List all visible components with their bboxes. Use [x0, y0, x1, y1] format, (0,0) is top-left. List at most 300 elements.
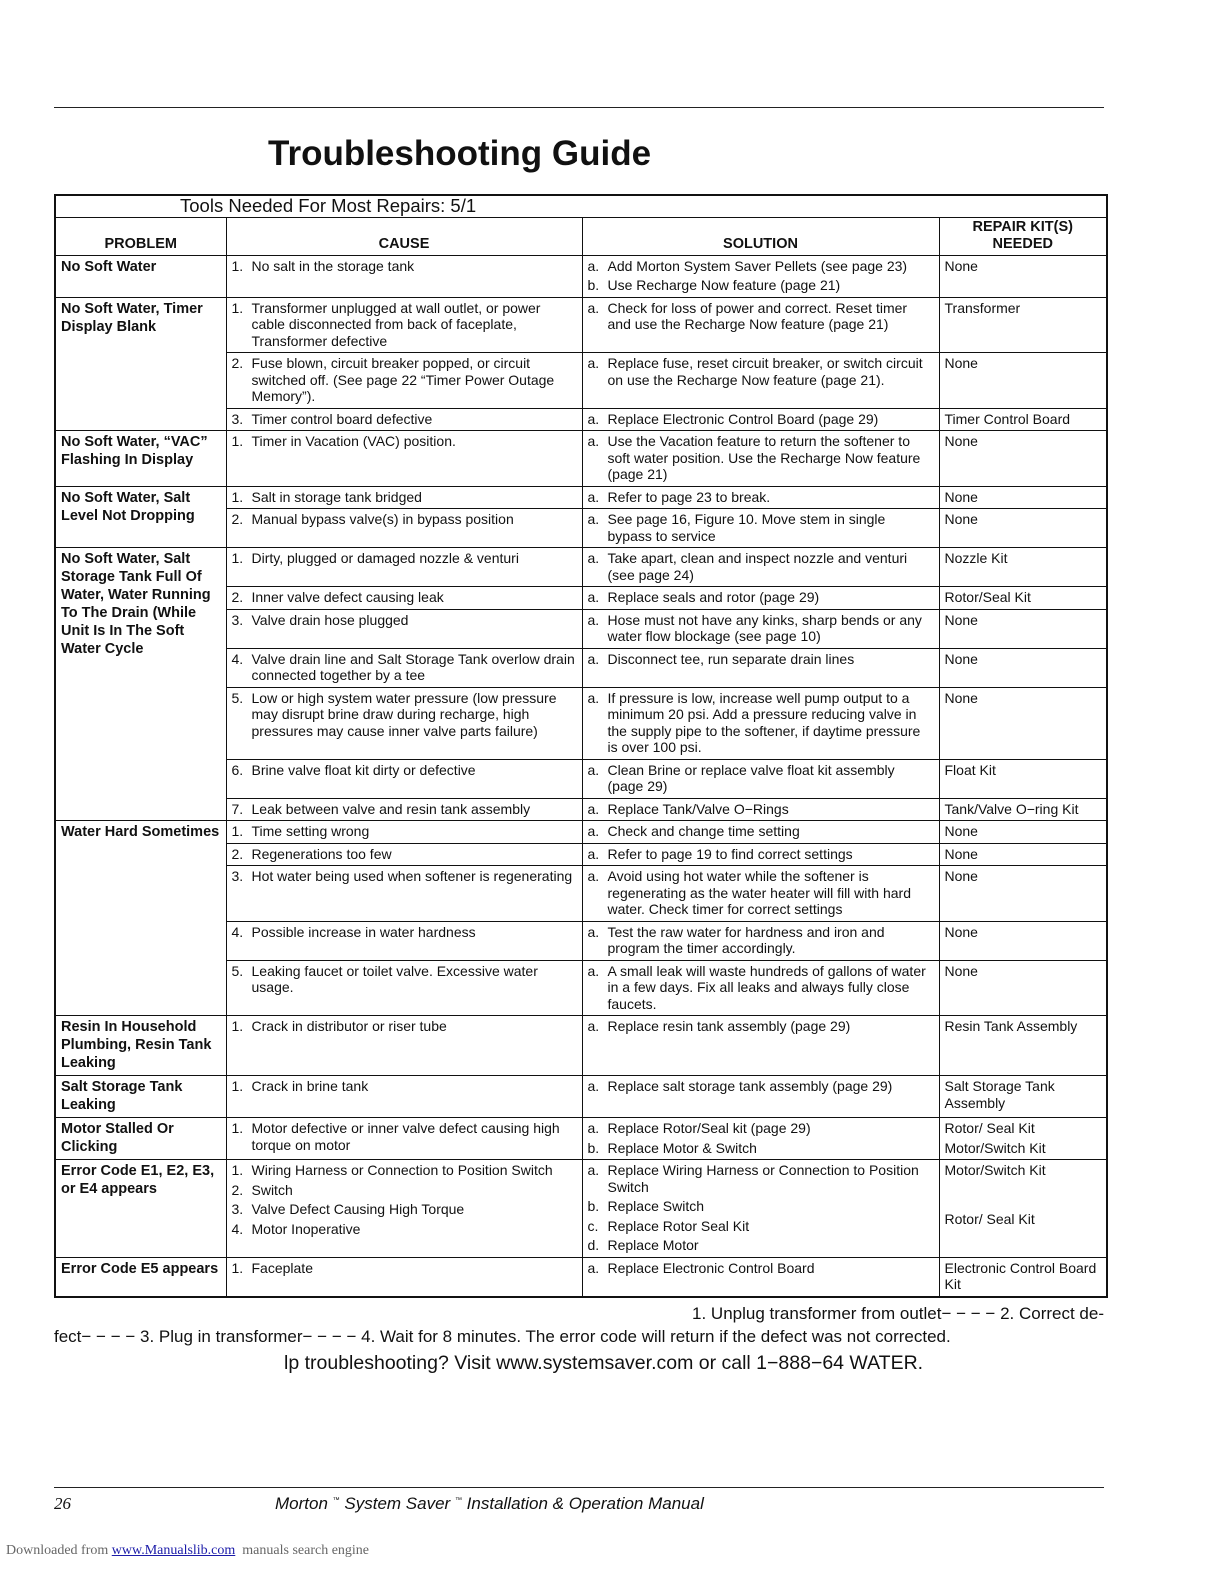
cause-item — [232, 1182, 577, 1199]
solution-item — [588, 823, 934, 840]
solution-item-text: Add Morton System Saver Pellets (see page 23) — [607, 257, 908, 274]
error-code-note — [54, 1302, 1104, 1348]
solution-item — [588, 762, 934, 795]
solution-cell — [582, 486, 939, 509]
solution-cell — [582, 648, 939, 687]
repair-kit-item: None — [944, 257, 978, 274]
table-row — [55, 486, 1107, 509]
header-cause: CAUSE — [226, 217, 582, 255]
cause-item-text: Hot water being used when softener is regenerating — [251, 868, 573, 884]
cause-cell — [226, 1160, 582, 1258]
repair-kit-cell — [939, 297, 1107, 353]
solution-item-text: Use the Vacation feature to return the softener to soft water position. Use the Recharge Now feature (page 21) — [607, 433, 921, 482]
solution-item-marker: a. — [587, 611, 600, 628]
header-problem: PROBLEM — [55, 217, 226, 255]
repair-kit-item: Transformer — [944, 299, 1021, 316]
cause-item — [232, 846, 577, 863]
repair-kit-cell — [939, 798, 1107, 821]
repair-kit-cell — [939, 866, 1107, 922]
solution-item-text: Avoid using hot water while the softener is regenerating as the water heater will fill with hard water. Check timer for correct settings — [607, 868, 911, 917]
cause-item-marker: 1. — [231, 1120, 244, 1136]
cause-item-marker: 3. — [231, 1201, 244, 1217]
solution-item — [588, 963, 934, 1013]
solution-item — [588, 1120, 934, 1137]
repair-kit-item: None — [944, 923, 978, 940]
table-row — [55, 1076, 1107, 1118]
cause-item-text: Fuse blown, circuit breaker popped, or circuit switched off. (See page 22 “Timer Power Outage Memory”). — [251, 355, 555, 404]
solution-item-marker: a. — [587, 488, 600, 505]
solution-cell — [582, 1257, 939, 1297]
solution-item-text: Replace Motor & Switch — [607, 1139, 757, 1156]
solution-item-text: Replace Electronic Control Board — [607, 1259, 815, 1276]
repair-kit-item: None — [944, 511, 978, 527]
table-row — [55, 1118, 1107, 1160]
repair-kit-cell — [939, 921, 1107, 960]
solution-item-text: Take apart, clean and inspect nozzle and venturi (see page 24) — [607, 550, 908, 583]
cause-item — [232, 1201, 577, 1218]
cause-cell — [226, 798, 582, 821]
cause-item — [232, 690, 577, 740]
cause-cell — [226, 548, 582, 587]
cause-cell — [226, 609, 582, 648]
trademark-mark: ™ — [332, 1497, 340, 1504]
solution-item — [588, 612, 934, 645]
cause-cell — [226, 1118, 582, 1160]
cause-cell — [226, 821, 582, 844]
cause-item-marker: 1. — [231, 433, 244, 449]
cause-item-marker: 2. — [231, 845, 244, 862]
repair-kit-item: Motor/Switch Kit — [944, 1139, 1046, 1156]
table-row — [55, 1160, 1107, 1258]
cause-item-marker: 1. — [231, 1078, 244, 1094]
solution-item-text: Replace Tank/Valve O−Rings — [607, 800, 789, 817]
solution-item-marker: a. — [587, 761, 600, 778]
cause-item — [232, 963, 577, 996]
brand-name: Morton — [275, 1494, 328, 1513]
cause-cell — [226, 431, 582, 487]
solution-item — [588, 924, 934, 957]
repair-kit-cell — [939, 1118, 1107, 1160]
cause-item-text: Salt in storage tank bridged — [251, 488, 422, 505]
cause-item-text: Valve drain hose plugged — [251, 611, 409, 628]
solution-item — [588, 1140, 934, 1157]
solution-item-text: Refer to page 23 to break. — [607, 488, 771, 505]
solution-item-marker: a. — [587, 800, 600, 817]
solution-item — [588, 1162, 934, 1195]
repair-kit-item: Rotor/ Seal Kit — [944, 1120, 1035, 1136]
solution-item-text: Replace fuse, reset circuit breaker, or switch circuit on use the Recharge Now feature (page 21). — [607, 355, 923, 388]
cause-cell — [226, 1257, 582, 1297]
cause-cell — [226, 1076, 582, 1118]
cause-item — [232, 1078, 577, 1095]
cause-item-marker: 1. — [231, 488, 244, 505]
solution-cell — [582, 548, 939, 587]
solution-item-marker: a. — [587, 868, 600, 884]
solution-item-text: Disconnect tee, run separate drain lines — [607, 650, 855, 667]
solution-item — [588, 550, 934, 583]
trademark-mark: ™ — [454, 1497, 462, 1504]
solution-item — [588, 411, 934, 428]
solution-cell — [582, 297, 939, 353]
cause-cell — [226, 759, 582, 798]
solution-item — [588, 846, 934, 863]
top-rule — [54, 107, 1104, 108]
repair-kit-item: Tank/Valve O−ring Kit — [944, 800, 1079, 817]
solution-item-marker: a. — [587, 410, 600, 427]
solution-item-marker: b. — [587, 1198, 600, 1214]
solution-cell — [582, 1160, 939, 1258]
repair-kit-item: None — [944, 868, 978, 884]
problem-cell: Salt Storage Tank Leaking — [55, 1076, 226, 1118]
problem-cell: Error Code E5 appears — [55, 1257, 226, 1297]
solution-item-text: Replace Rotor/Seal kit (page 29) — [607, 1120, 811, 1136]
download-suffix: manuals search engine — [242, 1543, 370, 1558]
solution-cell — [582, 687, 939, 759]
solution-cell — [582, 1016, 939, 1076]
solution-item — [588, 1237, 934, 1254]
problem-cell: Resin In Household Plumbing, Resin Tank Leaking — [55, 1016, 226, 1076]
header-solution: SOLUTION — [582, 217, 939, 255]
cause-item-text: Low or high system water pressure (low pressure may disrupt brine draw during recharge, high pressures may cause inner valve parts failure) — [251, 689, 557, 739]
repair-kit-item: Resin Tank Assembly — [944, 1018, 1078, 1034]
solution-item — [588, 1218, 934, 1235]
cause-cell — [226, 297, 582, 353]
repair-kit-item: None — [944, 650, 978, 667]
problem-cell: Error Code E1, E2, E3, or E4 appears — [55, 1160, 226, 1258]
solution-cell — [582, 798, 939, 821]
cause-item-text: Time setting wrong — [251, 823, 370, 839]
cause-item — [232, 823, 577, 840]
repair-kit-cell — [939, 548, 1107, 587]
solution-cell — [582, 821, 939, 844]
solution-item — [588, 511, 934, 544]
repair-kit-item: Nozzle Kit — [944, 550, 1008, 566]
solution-item-text: Replace resin tank assembly (page 29) — [607, 1018, 851, 1034]
page-title: Troubleshooting Guide — [268, 134, 652, 173]
repair-kit-item: Motor/Switch Kit — [944, 1162, 1046, 1178]
cause-cell — [226, 1016, 582, 1076]
repair-kit-cell — [939, 609, 1107, 648]
cause-item-text: No salt in the storage tank — [251, 257, 415, 274]
cause-item-text: Timer control board defective — [251, 410, 433, 427]
solution-item-text: See page 16, Figure 10. Move stem in single bypass to service — [607, 511, 886, 544]
solution-item — [588, 1198, 934, 1215]
page-number: 26 — [54, 1494, 71, 1513]
cause-cell — [226, 587, 582, 610]
cause-item — [232, 1120, 577, 1153]
cause-item — [232, 612, 577, 629]
cause-item-text: Crack in distributor or riser tube — [251, 1018, 447, 1034]
cause-item-marker: 5. — [231, 689, 244, 706]
cause-item — [232, 355, 577, 405]
cause-item-text: Faceplate — [251, 1259, 313, 1276]
solution-item-text: If pressure is low, increase well pump output to a minimum 20 psi. Add a pressure reducing valve in the supply pipe to the softener, if daytime pressure is over 100 psi. — [607, 689, 921, 755]
solution-item-marker: a. — [587, 1162, 600, 1178]
solution-item — [588, 355, 934, 388]
cause-item — [232, 1221, 577, 1238]
solution-item-text: Replace salt storage tank assembly (page 29) — [607, 1078, 893, 1094]
solution-item — [588, 277, 934, 294]
repair-kit-item: None — [944, 689, 978, 706]
solution-item-text: Replace Wiring Harness or Connection to Position Switch — [607, 1162, 919, 1195]
repair-kit-cell — [939, 431, 1107, 487]
problem-cell: No Soft Water, Salt Level Not Dropping — [55, 486, 226, 548]
repair-kit-item: None — [944, 488, 978, 505]
solution-item-marker: a. — [587, 1120, 600, 1136]
solution-item-marker: a. — [587, 650, 600, 667]
solution-cell — [582, 609, 939, 648]
solution-item — [588, 1260, 934, 1277]
solution-item-text: Replace seals and rotor (page 29) — [607, 589, 820, 605]
repair-kit-item: Timer Control Board — [944, 410, 1071, 427]
solution-item-text: Check and change time setting — [607, 823, 800, 839]
solution-cell — [582, 587, 939, 610]
cause-cell — [226, 509, 582, 548]
problem-cell: No Soft Water, Salt Storage Tank Full Of Water, Water Running To The Drain (While Unit Is In The Soft Water Cycle — [55, 548, 226, 821]
repair-kit-cell — [939, 509, 1107, 548]
solution-cell — [582, 509, 939, 548]
header-repair-kit-line1: REPAIR KIT(S) — [972, 218, 1073, 235]
cause-item-text: Brine valve float kit dirty or defective — [251, 761, 476, 778]
table-row — [55, 548, 1107, 587]
cause-cell — [226, 921, 582, 960]
solution-item-text: Replace Switch — [607, 1198, 704, 1214]
repair-kit-cell — [939, 759, 1107, 798]
solution-item — [588, 651, 934, 668]
cause-item-text: Leak between valve and resin tank assembly — [251, 800, 531, 817]
table-row — [55, 255, 1107, 297]
cause-item-text: Possible increase in water hardness — [251, 923, 476, 940]
solution-cell — [582, 1118, 939, 1160]
table-row — [55, 1016, 1107, 1076]
cause-item-marker: 1. — [231, 823, 244, 839]
solution-item-text: Replace Electronic Control Board (page 29) — [607, 410, 879, 427]
cause-item-text: Motor Inoperative — [251, 1220, 361, 1237]
header-repair-kit-line2: NEEDED — [992, 235, 1053, 252]
cause-item-marker: 1. — [231, 257, 244, 274]
cause-item — [232, 511, 577, 528]
solution-item-text: Use Recharge Now feature (page 21) — [607, 277, 841, 293]
solution-cell — [582, 759, 939, 798]
solution-item — [588, 801, 934, 818]
repair-kit-item: None — [944, 962, 978, 979]
solution-item-marker: a. — [587, 511, 600, 527]
product-name: System Saver — [344, 1494, 451, 1513]
cause-item-marker: 6. — [231, 761, 244, 778]
cause-item — [232, 1162, 577, 1179]
note-line-1: 1. Unplug transformer from outlet− − − − 2. Correct de- — [692, 1304, 1104, 1323]
cause-item — [232, 300, 577, 350]
solution-item-text: Replace Motor — [607, 1237, 699, 1253]
footer-rule — [54, 1487, 1104, 1488]
table-row — [55, 297, 1107, 353]
repair-kit-item: Rotor/Seal Kit — [944, 589, 1031, 605]
cause-item-marker: 2. — [231, 511, 244, 527]
repair-kit-cell — [939, 1076, 1107, 1118]
cause-item-marker: 4. — [231, 1220, 244, 1237]
cause-item-text: Switch — [251, 1181, 293, 1198]
solution-cell — [582, 866, 939, 922]
solution-item — [588, 589, 934, 606]
solution-item-marker: b. — [587, 1139, 600, 1156]
repair-kit-cell — [939, 648, 1107, 687]
troubleshooting-table — [54, 194, 1108, 1298]
solution-cell — [582, 843, 939, 866]
cause-item-text: Transformer unplugged at wall outlet, or power cable disconnected from back of faceplate, Transformer defective — [251, 299, 541, 349]
cause-item-marker: 2. — [231, 355, 244, 371]
cause-item-text: Manual bypass valve(s) in bypass position — [251, 511, 514, 527]
repair-kit-item: Electronic Control Board Kit — [944, 1259, 1097, 1292]
cause-item — [232, 924, 577, 941]
note-line-2: fect− − − − 3. Plug in transformer− − − − 4. Wait for 8 minutes. The error code will return if the defect was not corrected. — [54, 1327, 951, 1346]
solution-item-text: A small leak will waste hundreds of gallons of water in a few days. Fix all leaks and always fully close faucets. — [607, 962, 926, 1012]
cause-item-marker: 1. — [231, 550, 244, 566]
cause-item — [232, 489, 577, 506]
repair-kit-cell — [939, 1016, 1107, 1076]
cause-item-text: Leaking faucet or toilet valve. Excessive water usage. — [251, 962, 538, 995]
cause-item-marker: 7. — [231, 800, 244, 817]
solution-item-marker: a. — [587, 689, 600, 706]
cause-item — [232, 1260, 577, 1277]
cause-item-marker: 2. — [231, 589, 244, 605]
cause-item — [232, 762, 577, 779]
solution-item-marker: a. — [587, 923, 600, 940]
cause-item-text: Motor defective or inner valve defect causing high torque on motor — [251, 1120, 560, 1153]
problem-cell: Water Hard Sometimes — [55, 821, 226, 1016]
solution-item — [588, 1018, 934, 1035]
repair-kit-cell — [939, 687, 1107, 759]
cause-item-marker: 3. — [231, 611, 244, 628]
repair-kit-cell — [939, 587, 1107, 610]
table-row — [55, 431, 1107, 487]
tools-needed: Tools Needed For Most Repairs: 5/1 — [55, 195, 1107, 217]
problem-cell: No Soft Water, Timer Display Blank — [55, 297, 226, 431]
cause-cell — [226, 486, 582, 509]
table-row — [55, 821, 1107, 844]
cause-cell — [226, 687, 582, 759]
cause-item — [232, 258, 577, 275]
repair-kit-item: Salt Storage Tank Assembly — [944, 1078, 1055, 1111]
manual-title — [275, 1494, 704, 1514]
download-credit — [6, 1543, 369, 1559]
cause-item-text: Valve drain line and Salt Storage Tank overlow drain connected together by a tee — [251, 650, 575, 683]
problem-cell: No Soft Water, “VAC” Flashing In Display — [55, 431, 226, 487]
download-prefix: Downloaded from — [6, 1543, 109, 1558]
cause-item-marker: 1. — [231, 1162, 244, 1178]
repair-kit-item: Rotor/ Seal Kit — [944, 1210, 1035, 1227]
cause-item-marker: 3. — [231, 410, 244, 427]
cause-item — [232, 589, 577, 606]
table-row — [55, 1257, 1107, 1297]
solution-item — [588, 433, 934, 483]
solution-item-marker: c. — [587, 1217, 599, 1234]
repair-kit-cell — [939, 353, 1107, 409]
repair-kit-item: Float Kit — [944, 761, 996, 778]
cause-item — [232, 868, 577, 885]
cause-item-marker: 1. — [231, 1259, 244, 1276]
solution-item — [588, 258, 934, 275]
manualslib-link[interactable]: www.Manualslib.com — [111, 1543, 236, 1558]
help-line: lp troubleshooting? Visit www.systemsaver.com or call 1−888−64 WATER. — [284, 1352, 924, 1374]
repair-kit-cell — [939, 408, 1107, 431]
cause-item — [232, 801, 577, 818]
repair-kit-cell — [939, 1257, 1107, 1297]
solution-item-marker: a. — [587, 1018, 600, 1034]
header-repair-kit — [939, 217, 1107, 255]
solution-item-text: Replace Rotor Seal Kit — [607, 1217, 750, 1234]
solution-item-marker: a. — [587, 823, 600, 839]
solution-item-marker: a. — [587, 962, 600, 979]
cause-cell — [226, 255, 582, 297]
solution-item-text: Refer to page 19 to find correct settings — [607, 845, 853, 862]
solution-item-text: Test the raw water for hardness and iron and program the timer accordingly. — [607, 923, 885, 956]
cause-item-marker: 2. — [231, 1181, 244, 1198]
solution-item-text: Clean Brine or replace valve float kit assembly (page 29) — [607, 761, 895, 794]
repair-kit-item: None — [944, 611, 978, 628]
solution-item-marker: a. — [587, 299, 600, 316]
cause-cell — [226, 866, 582, 922]
cause-item — [232, 651, 577, 684]
solution-item — [588, 300, 934, 333]
cause-cell — [226, 648, 582, 687]
cause-item-marker: 4. — [231, 923, 244, 940]
cause-cell — [226, 960, 582, 1016]
solution-item-marker: a. — [587, 1259, 600, 1276]
solution-item-marker: a. — [587, 1078, 600, 1094]
solution-item-marker: a. — [587, 257, 600, 274]
repair-kit-cell — [939, 960, 1107, 1016]
solution-cell — [582, 408, 939, 431]
repair-kit-item: None — [944, 845, 978, 862]
solution-item — [588, 1078, 934, 1095]
cause-item — [232, 550, 577, 567]
solution-cell — [582, 353, 939, 409]
cause-cell — [226, 408, 582, 431]
solution-item-text: Hose must not have any kinks, sharp bends or any water flow blockage (see page 10) — [607, 611, 922, 644]
cause-item — [232, 411, 577, 428]
repair-kit-cell — [939, 486, 1107, 509]
solution-item-marker: a. — [587, 550, 600, 566]
cause-item-marker: 1. — [231, 1018, 244, 1034]
cause-item — [232, 1018, 577, 1035]
solution-cell — [582, 255, 939, 297]
repair-kit-item: None — [944, 355, 978, 371]
cause-item-marker: 1. — [231, 299, 244, 316]
solution-item — [588, 489, 934, 506]
solution-cell — [582, 431, 939, 487]
cause-item-marker: 3. — [231, 868, 244, 884]
solution-cell — [582, 1076, 939, 1118]
repair-kit-item: None — [944, 433, 978, 449]
solution-cell — [582, 921, 939, 960]
cause-cell — [226, 843, 582, 866]
repair-kit-cell — [939, 821, 1107, 844]
table-body — [55, 255, 1107, 1297]
cause-item-marker: 4. — [231, 650, 244, 667]
cause-item-text: Regenerations too few — [251, 845, 392, 862]
cause-item-marker: 5. — [231, 962, 244, 979]
cause-item-text: Wiring Harness or Connection to Position Switch — [251, 1162, 553, 1178]
solution-item-marker: a. — [587, 845, 600, 862]
solution-item — [588, 868, 934, 918]
solution-item-marker: b. — [587, 277, 600, 293]
cause-item-text: Valve Defect Causing High Torque — [251, 1201, 465, 1217]
repair-kit-cell — [939, 843, 1107, 866]
repair-kit-cell — [939, 255, 1107, 297]
cause-item-text: Timer in Vacation (VAC) position. — [251, 433, 456, 449]
solution-item-text: Check for loss of power and correct. Reset timer and use the Recharge Now feature (page 21) — [607, 299, 908, 332]
solution-item-marker: d. — [587, 1237, 600, 1253]
